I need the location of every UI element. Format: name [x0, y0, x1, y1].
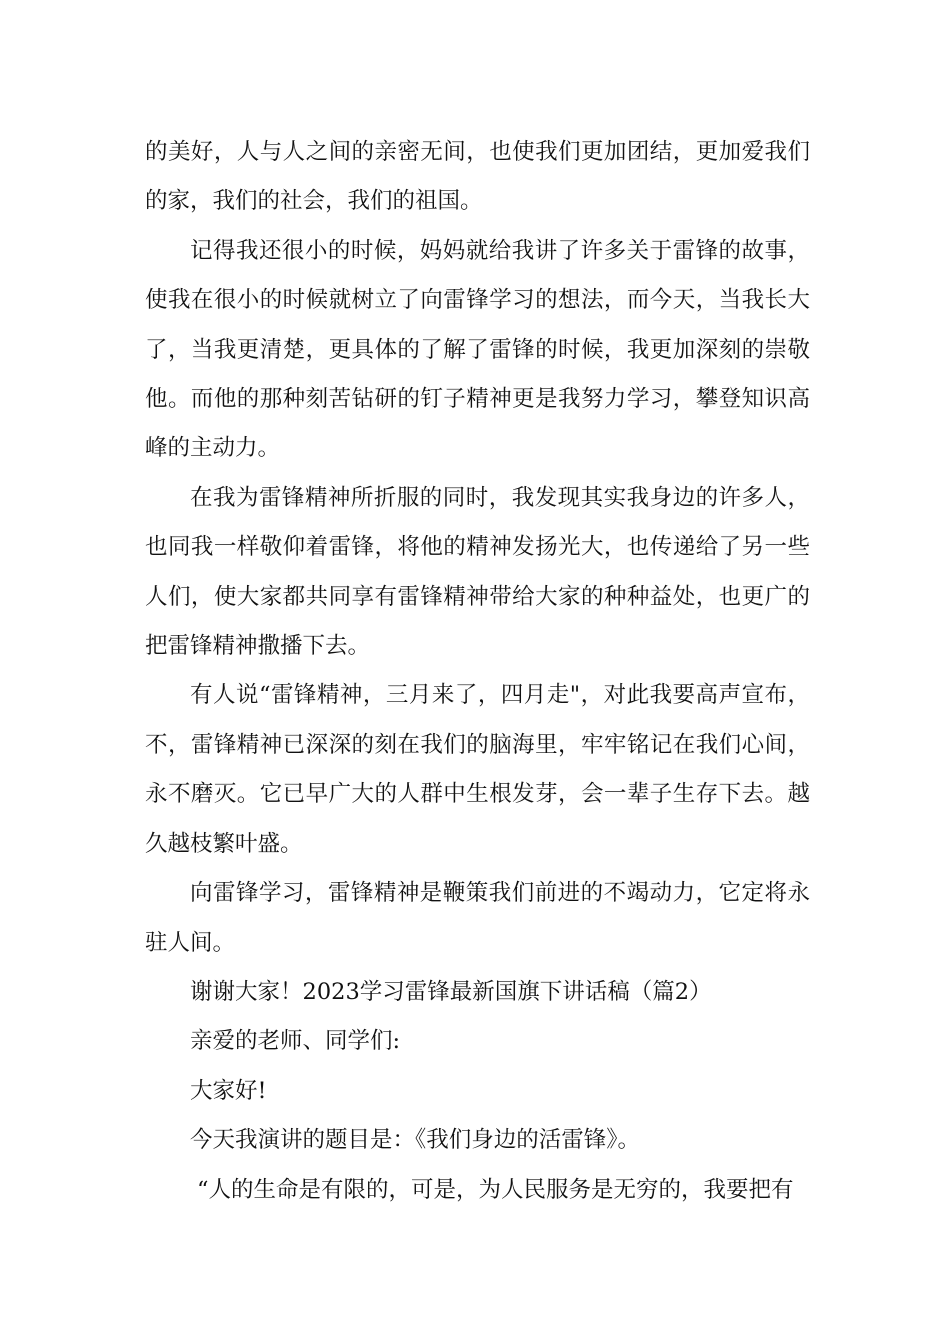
paragraph-childhood-story: 记得我还很小的时候，妈妈就给我讲了许多关于雷锋的故事，使我在很小的时候就树立了向雷锋学习的想法，而今天，当我长大了，当我更清楚，更具体的了解了雷锋的时候，我更加深刻的崇敬他。而他的那种刻苦钻研的钉子精神更是我努力学习，攀登知识高峰的主动力。: [145, 237, 810, 462]
speech-title-line: 谢谢大家！2023学习雷锋最新国旗下讲话稿（篇2）: [190, 978, 712, 1005]
document-body: [145, 128, 810, 1215]
quote-line: “人的生命是有限的，可是，为人民服务是无穷的，我要把有: [197, 1176, 794, 1203]
paragraph-spirit-forever: 有人说“雷锋精神，三月来了，四月走"，对此我要高声宣布，不，雷锋精神已深深的刻在我们的脑海里，牢牢铭记在我们心间，永不磨灭。它已早广大的人群中生根发芽，会一辈子生存下去。越久越枝繁叶盛。: [145, 682, 810, 857]
greeting: 大家好!: [190, 1077, 267, 1104]
topic-line: 今天我演讲的题目是：《我们身边的活雷锋》。: [190, 1127, 641, 1154]
salutation: 亲爱的老师、同学们:: [190, 1028, 401, 1055]
paragraph-learn-from-leifeng: 向雷锋学习，雷锋精神是鞭策我们前进的不竭动力，它定将永驻人间。: [145, 880, 810, 956]
paragraph-continuation: 的美好，人与人之间的亲密无间，也使我们更加团结，更加爱我们的家，我们的社会，我们的祖国。: [145, 139, 810, 215]
paragraph-people-around: 在我为雷锋精神所折服的同时，我发现其实我身边的许多人，也同我一样敬仰着雷锋，将他的精神发扬光大，也传递给了另一些人们，使大家都共同享有雷锋精神带给大家的种种益处，也更广的把雷锋精神撒播下去。: [145, 484, 810, 660]
